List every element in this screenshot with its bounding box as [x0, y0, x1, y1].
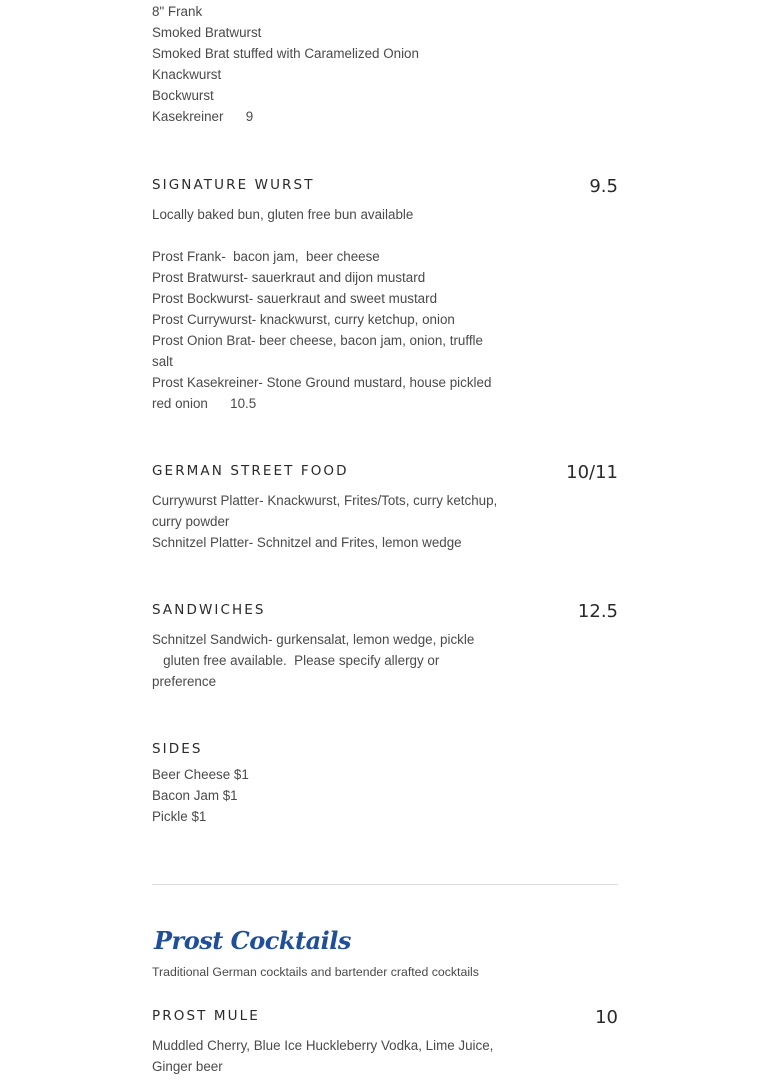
description-line: red onion 10.5 [152, 396, 257, 411]
section-price: 10/11 [566, 462, 618, 483]
description-line: Locally baked bun, gluten free bun available [152, 207, 414, 222]
description-line: Prost Frank- bacon jam, beer cheese [152, 249, 380, 264]
section-divider [152, 884, 618, 885]
section-price: 10 [595, 1007, 618, 1028]
section-sides [152, 740, 618, 827]
wurst-list [152, 1, 419, 127]
description-line: Beer Cheese $1 [152, 767, 249, 782]
description-line: Bacon Jam $1 [152, 788, 238, 803]
wurst-list-line: Knackwurst [152, 67, 222, 82]
description-line: preference [152, 674, 217, 689]
wurst-list-line: Bockwurst [152, 88, 214, 103]
description-line: Prost Onion Brat- beer cheese, bacon jam, onion, truffle [152, 333, 483, 348]
description-line: Currywurst Platter- Knackwurst, Frites/Tots, curry ketchup, [152, 493, 498, 508]
description-line [152, 225, 618, 246]
cocktails-heading: Prost Cocktails [154, 926, 351, 955]
description-line: Muddled Cherry, Blue Ice Huckleberry Vodka, Lime Juice, [152, 1038, 494, 1053]
section-description [152, 629, 618, 692]
section-price: 9.5 [589, 176, 618, 197]
description-line: Schnitzel Platter- Schnitzel and Frites, lemon wedge [152, 535, 462, 550]
cocktails-subtitle: Traditional German cocktails and bartender crafted cocktails [152, 965, 479, 979]
section-description [152, 490, 618, 553]
section-german-street-food [152, 462, 618, 553]
wurst-list-line: Smoked Bratwurst [152, 25, 262, 40]
description-line: Prost Currywurst- knackwurst, curry ketchup, onion [152, 312, 455, 327]
description-line: Schnitzel Sandwich- gurkensalat, lemon wedge, pickle [152, 632, 475, 647]
description-line: Ginger beer [152, 1059, 223, 1074]
section-title: SANDWICHES [152, 602, 266, 618]
section-description [152, 204, 618, 414]
section-sandwiches [152, 601, 618, 692]
description-line: gluten free available. Please specify allergy or [152, 653, 440, 668]
wurst-list-line: Smoked Brat stuffed with Caramelized Onion [152, 46, 419, 61]
section-price: 12.5 [577, 601, 618, 622]
section-title: GERMAN STREET FOOD [152, 463, 349, 479]
section-title: SIGNATURE WURST [152, 177, 315, 193]
section-title: PROST MULE [152, 1008, 260, 1024]
description-line: Prost Bratwurst- sauerkraut and dijon mustard [152, 270, 426, 285]
wurst-list-line: Kasekreiner 9 [152, 109, 254, 124]
wurst-list-line: 8" Frank [152, 4, 203, 19]
section-description [152, 764, 618, 827]
description-line: Pickle $1 [152, 809, 207, 824]
section-title: SIDES [152, 741, 203, 757]
section-prost-mule [152, 1007, 618, 1077]
section-signature-wurst [152, 176, 618, 414]
description-line: curry powder [152, 514, 230, 529]
description-line: Prost Bockwurst- sauerkraut and sweet mustard [152, 291, 438, 306]
section-description [152, 1035, 618, 1077]
description-line: salt [152, 354, 173, 369]
description-line: Prost Kasekreiner- Stone Ground mustard, house pickled [152, 375, 492, 390]
